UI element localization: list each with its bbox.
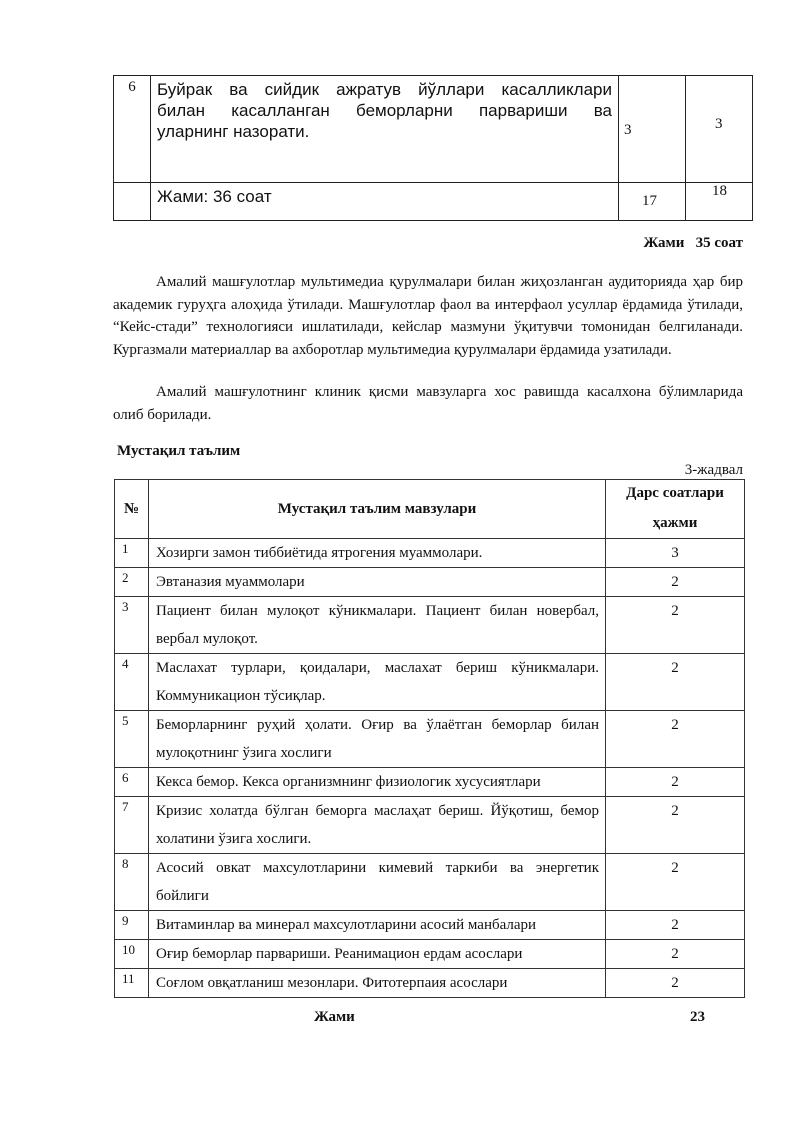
topic-cell: Эвтаназия муаммолари: [149, 568, 606, 597]
hours-cell: 2: [606, 768, 745, 797]
row-number: 6: [114, 76, 151, 183]
section-title: Мустақил таълим: [117, 443, 241, 459]
hours-value: 3: [715, 116, 723, 132]
header-number: №: [115, 480, 149, 539]
hours-cell: 2: [606, 854, 745, 911]
topic-cell: Соғлом овқатланиш мезонлари. Фитотерпаия асослари: [149, 969, 606, 998]
table-body: [115, 539, 745, 998]
row-number: 4: [115, 654, 149, 711]
topic-line: уларнинг назорати.: [157, 122, 310, 141]
topic-cell: Пациент билан мулоқот кўникмалари. Пациент билан новербал, вербал мулоқот.: [149, 597, 606, 654]
topic-cell: [151, 76, 619, 183]
topic-cell: Маслахат турлари, қоидалари, маслахат бериш кўникмалари. Коммуникацион тўсиқлар.: [149, 654, 606, 711]
table-header-row: [115, 480, 745, 539]
topic-cell: Витаминлар ва минерал махсулотларини асосий манбалари: [149, 911, 606, 940]
table-row: [115, 711, 745, 768]
hours-cell: 2: [606, 797, 745, 854]
row-number: 8: [115, 854, 149, 911]
topic-line: Буйрак ва сийдик ажратув йўллари касалликлари: [157, 80, 612, 99]
paragraph: [113, 271, 743, 361]
hours-cell: 2: [606, 568, 745, 597]
hours-cell: [619, 76, 686, 183]
table-row: [115, 539, 745, 568]
paragraph-text: Амалий машғулотлар мультимедиа қурулмалари билан жиҳозланган аудиторияда ҳар бир академик гуруҳга алоҳида ўтилади. Машғулотлар фаол ва интерфаол усуллар ёрдамида ўтилади, “Кейс-стади” технологияси ишлатилади, кейслар мазмуни ўқитувчи томонидан белгиланади. Кургазмали материаллар ва ахборотлар мультимедиа қурулмалари ёрдамида узатилади.: [113, 274, 743, 358]
table-row: [115, 568, 745, 597]
topic-cell: Беморларнинг руҳий ҳолати. Оғир ва ўлаётган беморлар билан мулоқотнинг ўзига хослиги: [149, 711, 606, 768]
table-row: [115, 768, 745, 797]
hours-value: 17: [642, 193, 657, 209]
table-row: [115, 911, 745, 940]
hours-value: 18: [712, 183, 727, 199]
topic-cell: Хозирги замон тиббиётида ятрогения муаммолари.: [149, 539, 606, 568]
topic-cell: Кризис холатда бўлган беморга маслаҳат бериш. Йўқотиш, бемор холатини ўзига хослиги.: [149, 797, 606, 854]
total-hours: Жами 35 соат: [643, 235, 743, 251]
table-row: [114, 183, 753, 221]
table-row: [115, 969, 745, 998]
hours-cell: 2: [606, 711, 745, 768]
hours-cell: 3: [606, 539, 745, 568]
row-number: 1: [115, 539, 149, 568]
table-row: [115, 654, 745, 711]
hours-cell: 2: [606, 969, 745, 998]
topic-cell: Оғир беморлар парвариши. Реанимацион ердам асослари: [149, 940, 606, 969]
header-hours: [606, 480, 745, 539]
topics-hours-table: [113, 75, 753, 221]
table-label: 3-жадвал: [684, 462, 743, 478]
row-number: 7: [115, 797, 149, 854]
table-row: [115, 940, 745, 969]
hours-cell: [686, 76, 753, 183]
paragraph-text: Амалий машғулотнинг клиник қисми мавзуларга хос равишда касалхона бўлимларида олиб борилади.: [113, 384, 743, 423]
row-number: 10: [115, 940, 149, 969]
row-number: [114, 183, 151, 221]
row-number: 11: [115, 969, 149, 998]
header-topic: Мустақил таълим мавзулари: [149, 480, 606, 539]
header-hours-line: Дарс соатлари: [626, 485, 724, 501]
row-number: 3: [115, 597, 149, 654]
topic-cell: Асосий овкат махсулотларини кимевий таркиби ва энергетик бойлиги: [149, 854, 606, 911]
hours-cell: 2: [606, 654, 745, 711]
table-row: [115, 597, 745, 654]
row-number: 2: [115, 568, 149, 597]
hours-cell: 2: [606, 597, 745, 654]
footer-total-value: 23: [690, 1009, 705, 1025]
hours-cell: [686, 183, 753, 221]
topic-line: билан касалланган беморларни парвариши ва: [157, 101, 612, 120]
table-row: [115, 854, 745, 911]
total-label: Жами: 36 соат: [151, 183, 619, 221]
topic-cell: Кекса бемор. Кекса организмнинг физиологик хусусиятлари: [149, 768, 606, 797]
row-number: 5: [115, 711, 149, 768]
row-number: 9: [115, 911, 149, 940]
hours-cell: 2: [606, 911, 745, 940]
hours-cell: 2: [606, 940, 745, 969]
paragraph: [113, 381, 743, 426]
table-row: [114, 76, 753, 183]
hours-cell: [619, 183, 686, 221]
hours-value: 3: [624, 122, 632, 138]
header-hours-line: ҳажми: [652, 515, 698, 531]
row-number: 6: [115, 768, 149, 797]
independent-study-table: [114, 479, 745, 998]
table-row: [115, 797, 745, 854]
footer-total-label: Жами: [314, 1009, 355, 1025]
